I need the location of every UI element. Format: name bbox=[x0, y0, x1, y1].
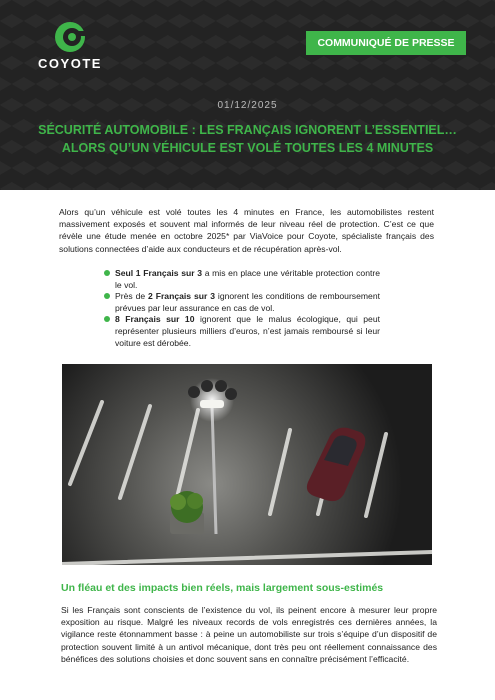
bullet-text: a mis en place une véritable protection contre le vol. bbox=[115, 268, 381, 290]
bullet-lead: Près de bbox=[115, 291, 149, 302]
bullet-bold: Seul 1 Français sur 3 bbox=[115, 268, 203, 278]
coyote-logo-icon bbox=[53, 20, 87, 54]
bullet-text: ignorent que le malus écologique, qui peut représenter plusieurs milliers d’euros, n’est jamais remboursé si leur voiture est dérobée. bbox=[115, 314, 380, 348]
title-line-2: ALORS QU’UN VÉHICULE EST VOLÉ TOUTES LES 4 MINUTES bbox=[61, 141, 434, 155]
header-banner bbox=[0, 0, 495, 190]
key-figures-list bbox=[104, 268, 380, 349]
page-title bbox=[20, 121, 475, 157]
list-item bbox=[104, 291, 380, 314]
release-date: 01/12/2025 bbox=[217, 100, 278, 111]
list-item bbox=[104, 314, 380, 349]
press-release-badge: COMMUNIQUÉ DE PRESSE bbox=[306, 31, 466, 55]
parking-lot-photo bbox=[62, 364, 432, 565]
planter-shape bbox=[170, 491, 204, 534]
coyote-logo bbox=[30, 20, 110, 71]
title-line-1: SÉCURITÉ AUTOMOBILE : LES FRANÇAIS IGNORENT L’ESSENTIEL… bbox=[38, 123, 457, 137]
section-subtitle: Un fléau et des impacts bien réels, mais largement sous-estimés bbox=[61, 582, 384, 594]
brand-name: COYOTE bbox=[38, 56, 102, 71]
intro-paragraph: Alors qu’un véhicule est volé toutes les 4 minutes en France, les automobilistes restent massivement exposés et souvent mal informés de leur niveau réel de protection. C’est ce que révèle une étude menée en octobre 2025* par ViaVoice pour Coyote, spécialiste français des solutions connectées d’aide aux conducteurs et de récupération après-vol. bbox=[59, 207, 434, 254]
bullet-dot-icon bbox=[104, 293, 110, 299]
bullet-dot-icon bbox=[104, 270, 110, 276]
bullet-text: ignorent les conditions de remboursement prévues par leur assurance en cas de vol. bbox=[115, 291, 380, 313]
bullet-dot-icon bbox=[104, 316, 110, 322]
bullet-bold: 2 Français sur 3 bbox=[148, 291, 216, 302]
section-paragraph: Si les Français sont conscients de l’existence du vol, ils peinent encore à mesurer leur propre exposition au risque. Malgré les niveaux records de vols enregistrés ces dernières années, la vigilance reste étonnamment basse : à peine un automobiliste sur trois s’équipe d’un dispositif de protection souvent limité à un antivol mécanique, dont très peu ont réellement connaissance des bénéfices des solutions choisies et donc souvent sans en connaître précisément l’efficacité. bbox=[61, 605, 437, 664]
parking-lot-illustration bbox=[62, 364, 432, 565]
list-item bbox=[104, 268, 380, 291]
bullet-bold: 8 Français sur 10 bbox=[115, 314, 195, 325]
